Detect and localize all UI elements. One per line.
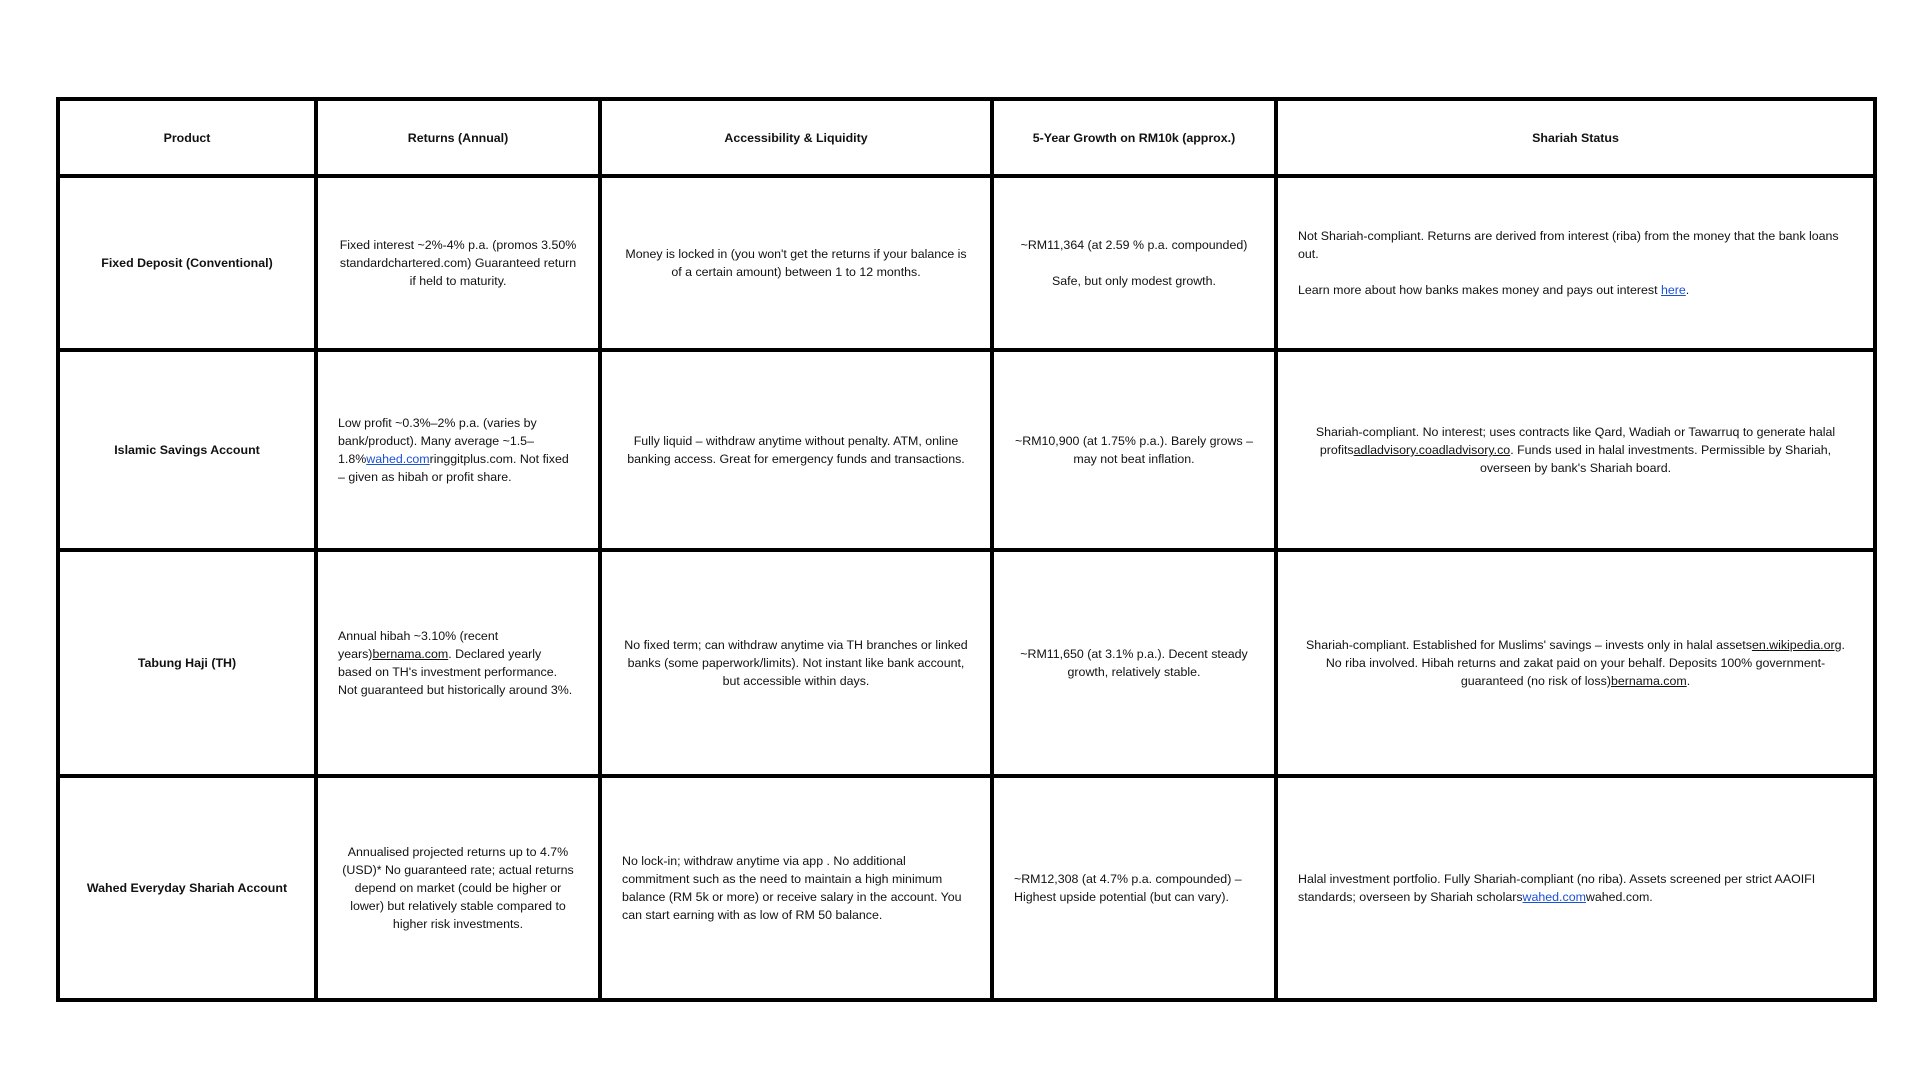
returns-cell: Low profit ~0.3%–2% p.a. (varies by bank/product). Many average ~1.5–1.8%wahed.comringgitplus.com. Not fixed – given as hibah or profit share.	[316, 350, 600, 550]
shariah-cell: Halal investment portfolio. Fully Shariah-compliant (no riba). Assets screened per strict AAOIFI standards; overseen by Shariah scholarswahed.comwahed.com.	[1276, 776, 1875, 1000]
header-shariah: Shariah Status	[1276, 99, 1875, 176]
shariah-cell: Shariah-compliant. Established for Muslims' savings – invests only in halal assetsen.wikipedia.org. No riba involved. Hibah returns and zakat paid on your behalf. Deposits 100% government-guaranteed (no risk of loss)bernama.com.	[1276, 550, 1875, 776]
shariah-cell: Shariah-compliant. No interest; uses contracts like Qard, Wadiah or Tawarruq to generate halal profitsadladvisory.coadladvisory.co. Funds used in halal investments. Permissible by Shariah, overseen by bank's Shariah board.	[1276, 350, 1875, 550]
table-row	[58, 550, 1875, 776]
shariah-cell	[1276, 176, 1875, 350]
comparison-table	[56, 97, 1877, 1002]
product-cell: Fixed Deposit (Conventional)	[58, 176, 316, 350]
header-row	[58, 99, 1875, 176]
access-cell: No lock-in; withdraw anytime via app . No additional commitment such as the need to maintain a high minimum balance (RM 5k or more) or receive salary in the account. You can start earning with as low of RM 50 balance.	[600, 776, 992, 1000]
growth-cell: ~RM11,650 (at 3.1% p.a.). Decent steady growth, relatively stable.	[992, 550, 1276, 776]
growth-cell: ~RM10,900 (at 1.75% p.a.). Barely grows – may not beat inflation.	[992, 350, 1276, 550]
bernama-link[interactable]: bernama.com	[372, 647, 449, 661]
access-cell: No fixed term; can withdraw anytime via TH branches or linked banks (some paperwork/limits). Not instant like bank account, but accessible within days.	[600, 550, 992, 776]
growth-value: ~RM11,364 (at 2.59 % p.a. compounded)	[1020, 238, 1248, 252]
wikipedia-link[interactable]: en.wikipedia.org	[1751, 638, 1842, 652]
table-row	[58, 350, 1875, 550]
here-link[interactable]: here	[1660, 283, 1686, 297]
adladvisory-link[interactable]: adladvisory.coadladvisory.co	[1353, 443, 1511, 457]
table-row	[58, 176, 1875, 350]
access-cell: Fully liquid – withdraw anytime without penalty. ATM, online banking access. Great for emergency funds and transactions.	[600, 350, 992, 550]
product-cell: Wahed Everyday Shariah Account	[58, 776, 316, 1000]
header-product: Product	[58, 99, 316, 176]
bernama-link[interactable]: bernama.com	[1610, 674, 1687, 688]
header-accessibility: Accessibility & Liquidity	[600, 99, 992, 176]
growth-cell	[992, 176, 1276, 350]
wahed-link[interactable]: wahed.com	[1522, 890, 1586, 904]
shariah-learn-more: Learn more about how banks makes money and pays out interest here.	[1298, 283, 1690, 297]
wahed-link[interactable]: wahed.com	[366, 452, 430, 466]
header-growth: 5-Year Growth on RM10k (approx.)	[992, 99, 1276, 176]
table-row	[58, 776, 1875, 1000]
growth-note: Safe, but only modest growth.	[1052, 274, 1216, 288]
product-cell: Tabung Haji (TH)	[58, 550, 316, 776]
returns-cell: Annualised projected returns up to 4.7% (USD)* No guaranteed rate; actual returns depend on market (could be higher or lower) but relatively stable compared to higher risk investments.	[316, 776, 600, 1000]
header-returns: Returns (Annual)	[316, 99, 600, 176]
shariah-text: Not Shariah-compliant. Returns are derived from interest (riba) from the money that the bank loans out.	[1298, 229, 1839, 261]
product-cell: Islamic Savings Account	[58, 350, 316, 550]
returns-cell: Annual hibah ~3.10% (recent years)bernama.com. Declared yearly based on TH's investment performance. Not guaranteed but historically around 3%.	[316, 550, 600, 776]
returns-cell: Fixed interest ~2%-4% p.a. (promos 3.50% standardchartered.com) Guaranteed return if held to maturity.	[316, 176, 600, 350]
growth-cell: ~RM12,308 (at 4.7% p.a. compounded) – Highest upside potential (but can vary).	[992, 776, 1276, 1000]
access-cell: Money is locked in (you won't get the returns if your balance is of a certain amount) between 1 to 12 months.	[600, 176, 992, 350]
